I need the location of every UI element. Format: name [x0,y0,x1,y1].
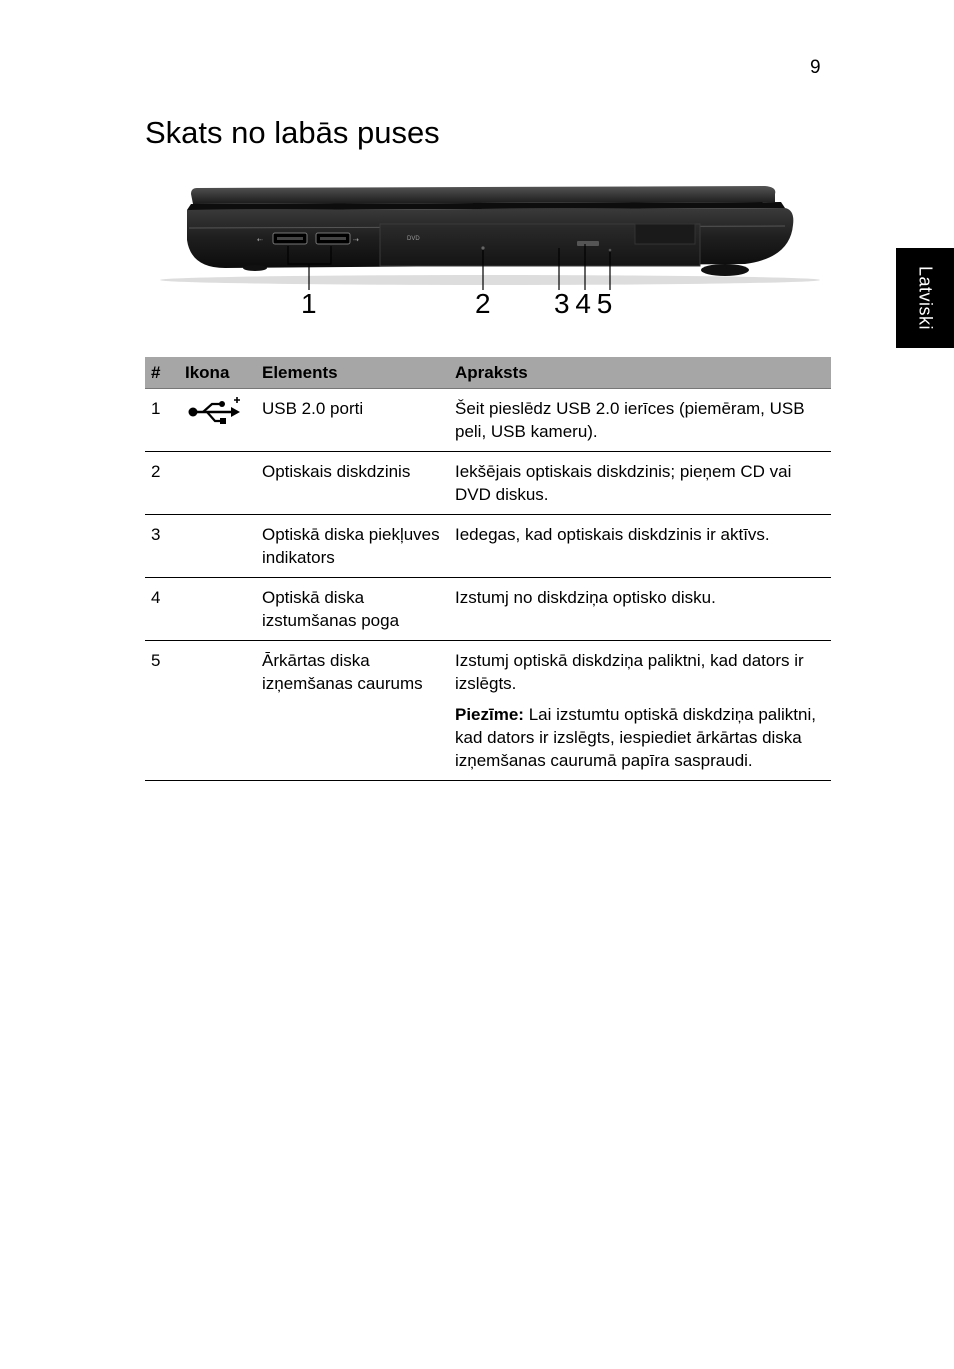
row-num: 4 [145,578,179,641]
table-row [145,641,831,781]
row-icon [179,578,256,641]
table-row [145,515,831,578]
table-header-row [145,357,831,389]
callout-1: 1 [301,288,317,319]
row-icon [179,515,256,578]
header-icon: Ikona [179,357,256,389]
row-num: 5 [145,641,179,781]
row-num: 3 [145,515,179,578]
callout-3-4-5: 3 4 5 [554,288,613,319]
row-element: Optiskā diska piekļuves indikators [256,515,449,578]
optical-drive [380,224,700,266]
row-description: Iedegas, kad optiskais diskdzinis ir aktīvs. [449,515,831,578]
page-title: Skats no labās puses [145,115,440,150]
header-element: Elements [256,357,449,389]
row-icon [179,389,256,452]
table-row [145,452,831,515]
row-description: Izstumj optiskā diskdziņa paliktni, kad dators ir izslēgts. [455,651,804,693]
laptop-foot-right [701,264,749,276]
row-description: Iekšējais optiskais diskdzinis; pieņem CD vai DVD diskus. [449,452,831,515]
note-label: Piezīme: [455,705,524,724]
row-icon [179,641,256,781]
figure-shadow [160,275,820,285]
row-element: USB 2.0 porti [256,389,449,452]
laptop-lid [191,186,775,204]
row-description: Izstumj no diskdziņa optisko disku. [449,578,831,641]
page-number: 9 [810,57,821,78]
note-text: Lai izstumtu optiskā diskdziņa paliktni, kad dators ir izslēgts, iespiediet ārkārtas diska izņemšanas caurumā papīra saspraudi. [455,705,816,770]
optical-drive-label: DVD [407,236,420,242]
row-num: 2 [145,452,179,515]
laptop-right-side-image [145,180,831,290]
optical-drive-eject-button [577,241,599,246]
svg-text:⇢: ⇢ [353,237,359,244]
svg-text:⇠: ⇠ [257,237,263,244]
header-description: Apraksts [449,357,831,389]
language-tab-label: Latviski [915,265,936,331]
row-element: Optiskais diskdzinis [256,452,449,515]
row-element: Optiskā diska izstumšanas poga [256,578,449,641]
spec-table [145,357,831,781]
language-tab [896,248,954,348]
emergency-eject-hole [609,249,612,252]
row-num: 1 [145,389,179,452]
table-row [145,389,831,452]
laptop-foot-left [243,265,267,271]
optical-drive-led [481,246,484,249]
laptop-right-side-figure [145,180,831,330]
row-icon [179,452,256,515]
row-description-cell [449,641,831,781]
row-note [455,703,825,772]
table-row [145,578,831,641]
row-element: Ārkārtas diska izņemšanas caurums [256,641,449,781]
row-description: Šeit pieslēdz USB 2.0 ierīces (piemēram, USB peli, USB kameru). [449,389,831,452]
usb-icon [185,397,243,427]
callout-2: 2 [475,288,491,319]
header-num: # [145,357,179,389]
